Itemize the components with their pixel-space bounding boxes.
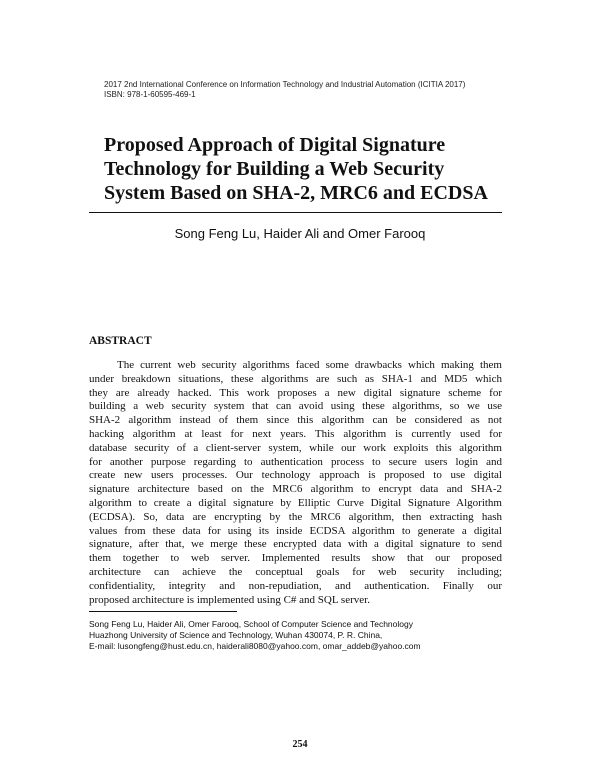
footnote-line: Huazhong University of Science and Technology, Wuhan 430074, P. R. China, (89, 630, 383, 640)
footnote-line: E-mail: lusongfeng@hust.edu.cn, haiderali8080@yahoo.com, omar_addeb@yahoo.com (89, 641, 421, 651)
title-line: Proposed Approach of Digital Signature (104, 134, 446, 156)
abstract-line: they are already hacked. This work proposes a new digital signature scheme for (89, 386, 502, 399)
abstract-line: values from these data for using its inside ECDSA algorithm to generate a digital (89, 524, 502, 537)
author-footnote (89, 619, 509, 652)
title-line: System Based on SHA-2, MRC6 and ECDSA (104, 182, 488, 204)
abstract-line: building a web security system that can avoid using these algorithms, so we use (89, 400, 502, 413)
abstract-line: algorithm to create a digital signature by Elliptic Curve Digital Signature Algorithm (89, 496, 502, 509)
footnote-rule (89, 611, 237, 612)
page-number: 254 (292, 739, 308, 750)
abstract-line: SHA-2 algorithm instead of them since this algorithm can be considered as not (89, 414, 502, 427)
paper-title (104, 133, 524, 205)
abstract-line: proposed architecture is implemented using C# and SQL server. (89, 593, 370, 606)
conference-name: 2017 2nd International Conference on Information Technology and Industrial Automation (ICITIA 2017) (104, 80, 466, 89)
abstract-line: create new users processes. Our technology approach is proposed to use digital (89, 469, 502, 482)
author-list: Song Feng Lu, Haider Ali and Omer Farooq (174, 226, 426, 241)
abstract-body (89, 359, 502, 607)
footnote-line: Song Feng Lu, Haider Ali, Omer Farooq, School of Computer Science and Technology (89, 619, 413, 629)
isbn: ISBN: 978-1-60595-469-1 (104, 90, 196, 99)
abstract-line: hacking algorithm at least for next years. This algorithm is currently used for (89, 427, 502, 440)
abstract-line: database security of a client-server system, while our work exploits this algorithm (89, 441, 502, 454)
title-line: Technology for Building a Web Security (104, 158, 445, 180)
abstract-line: under breakdown situations, these algorithms are such as SHA-1 and MD5 which (89, 372, 502, 385)
abstract-line: The current web security algorithms faced some drawbacks which making them (117, 359, 502, 371)
abstract-line: signature, after that, we merge these encrypted data with a digital signature to send (89, 538, 502, 551)
conference-header (104, 80, 524, 100)
abstract-line: for another purpose regarding to authentication process to secure users login and (89, 455, 502, 468)
abstract-line: (ECDSA). So, data are encrypting by the MRC6 algorithm, then extracting hash (89, 510, 502, 523)
abstract-line: signature architecture based on the MRC6 algorithm to encrypt data and SHA-2 (89, 483, 502, 496)
title-rule (89, 212, 502, 213)
abstract-line: confidentiality, integrity and non-repudiation, and authentication. Finally our (89, 579, 502, 592)
abstract-heading: ABSTRACT (89, 335, 152, 347)
abstract-line: architecture can achieve the conceptual goals for web security including; (89, 565, 502, 578)
abstract-line: them together to web server. Implemented results show that our proposed (89, 552, 502, 565)
